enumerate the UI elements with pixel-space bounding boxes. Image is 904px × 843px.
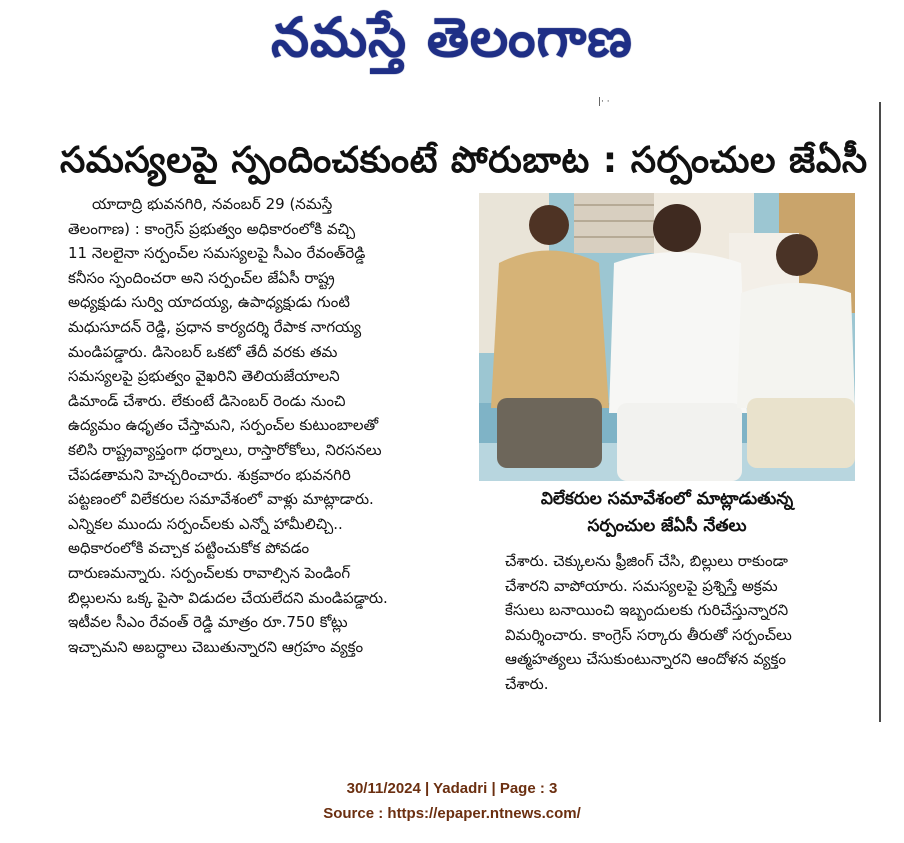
body-line: ఆత్మహత్యలు చేసుకుంటున్నారని ఆందోళన వ్యక్తం xyxy=(505,650,786,669)
body-line: బిల్లులను ఒక్క పైసా విడుదల చేయలేదని మండిపడ్డారు. xyxy=(68,588,388,607)
photo-caption-line: విలేకరుల సమావేశంలో మాట్లాడుతున్న xyxy=(540,489,794,509)
body-line: ఎన్నికల ముందు సర్పంచ్‌లకు ఎన్నో హామీలిచ్చి.. xyxy=(68,514,343,533)
body-line: పట్టణంలో విలేకరుల సమావేశంలో వాళ్లు మాట్లాడారు. xyxy=(68,490,374,509)
body-line: కనీసం స్పందించరా అని సర్పంచ్‌ల జేఏసీ రాష్ట్ర xyxy=(68,268,335,287)
body-line: దారుణమన్నారు. సర్పంచ్‌లకు రావాల్సిన పెండింగ్ xyxy=(68,563,351,582)
photo-caption xyxy=(489,486,845,540)
body-line: కలిసి రాష్ట్రవ్యాప్తంగా ధర్నాలు, రాస్తారోకోలు, నిరసనలు xyxy=(68,440,382,459)
photo-caption-line: సర్పంచుల జేఏసీ నేతలు xyxy=(587,516,747,536)
body-line: ఇచ్చామని అబద్ధాలు చెబుతున్నారని ఆగ్రహం వ్యక్తం xyxy=(68,637,364,656)
body-line: చేశారు. xyxy=(505,674,549,693)
edition-info: 30/11/2024 | Yadadri | Page : 3 xyxy=(346,780,558,797)
body-line: ఉద్యమం ఉధృతం చేస్తామని, సర్పంచ్‌ల కుటుంబాలతో xyxy=(68,416,379,435)
page-border xyxy=(879,102,881,722)
article-body-right xyxy=(505,549,841,697)
body-line: మండిపడ్డారు. డిసెంబర్ ఒకటో తేదీ వరకు తమ xyxy=(68,342,338,361)
body-line: యాదాద్రి భువనగిరి, నవంబర్ 29 (నమస్తే xyxy=(92,195,333,213)
body-line: మధుసూదన్ రెడ్డి, ప్రధాన కార్యదర్శి రేపాక నాగయ్య xyxy=(68,317,362,336)
body-line: డిమాండ్ చేశారు. లేకుంటే డిసెంబర్ రెండు నుంచి xyxy=(68,391,346,410)
body-line: అధికారంలోకి వచ్చాక పట్టించుకోక పోవడం xyxy=(68,539,310,558)
body-line: అధ్యక్షుడు సుర్వి యాదయ్య, ఉపాధ్యక్షుడు గుంటి xyxy=(68,293,350,312)
body-line: కేసులు బనాయించి ఇబ్బందులకు గురిచేస్తున్నారని xyxy=(505,601,789,620)
body-line: విమర్శించారు. కాంగ్రెస్ సర్కారు తీరుతో సర్పంచ్‌లు xyxy=(505,625,792,644)
body-line: ఇటీవల సీఎం రేవంత్ రెడ్డి మాత్రం రూ.750 కోట్లు xyxy=(68,613,348,632)
article-headline: సమస్యలపై స్పందించకుంటే పోరుబాట : సర్పంచుల జేఏసీ xyxy=(60,140,868,181)
body-line: చేశారని వాపోయారు. సమస్యలపై ప్రశ్నిస్తే అక్రమ xyxy=(505,576,778,595)
article-photo xyxy=(479,193,855,481)
source-link[interactable]: Source : https://epaper.ntnews.com/ xyxy=(323,805,581,822)
article-body-left xyxy=(68,192,451,659)
body-line: చేపడతామని హెచ్చరించారు. శుక్రవారం భువనగిరి xyxy=(68,465,351,484)
body-line: చేశారు. చెక్కులను ఫ్రీజింగ్ చేసి, బిల్లులు రాకుండా xyxy=(505,552,788,570)
body-line: 11 నెలలైనా సర్పంచ్‌ల సమస్యలపై సీఎం రేవంత్‌రెడ్డి xyxy=(68,244,366,263)
page-marker: |· · xyxy=(598,97,610,107)
body-line: తెలంగాణ) : కాంగ్రెస్ ప్రభుత్వం అధికారంలోకి వచ్చి xyxy=(68,219,356,238)
body-line: సమస్యలపై ప్రభుత్వం వైఖరిని తెలియజేయాలని xyxy=(68,367,340,386)
masthead-title: నమస్తే తెలంగాణ xyxy=(271,6,633,69)
